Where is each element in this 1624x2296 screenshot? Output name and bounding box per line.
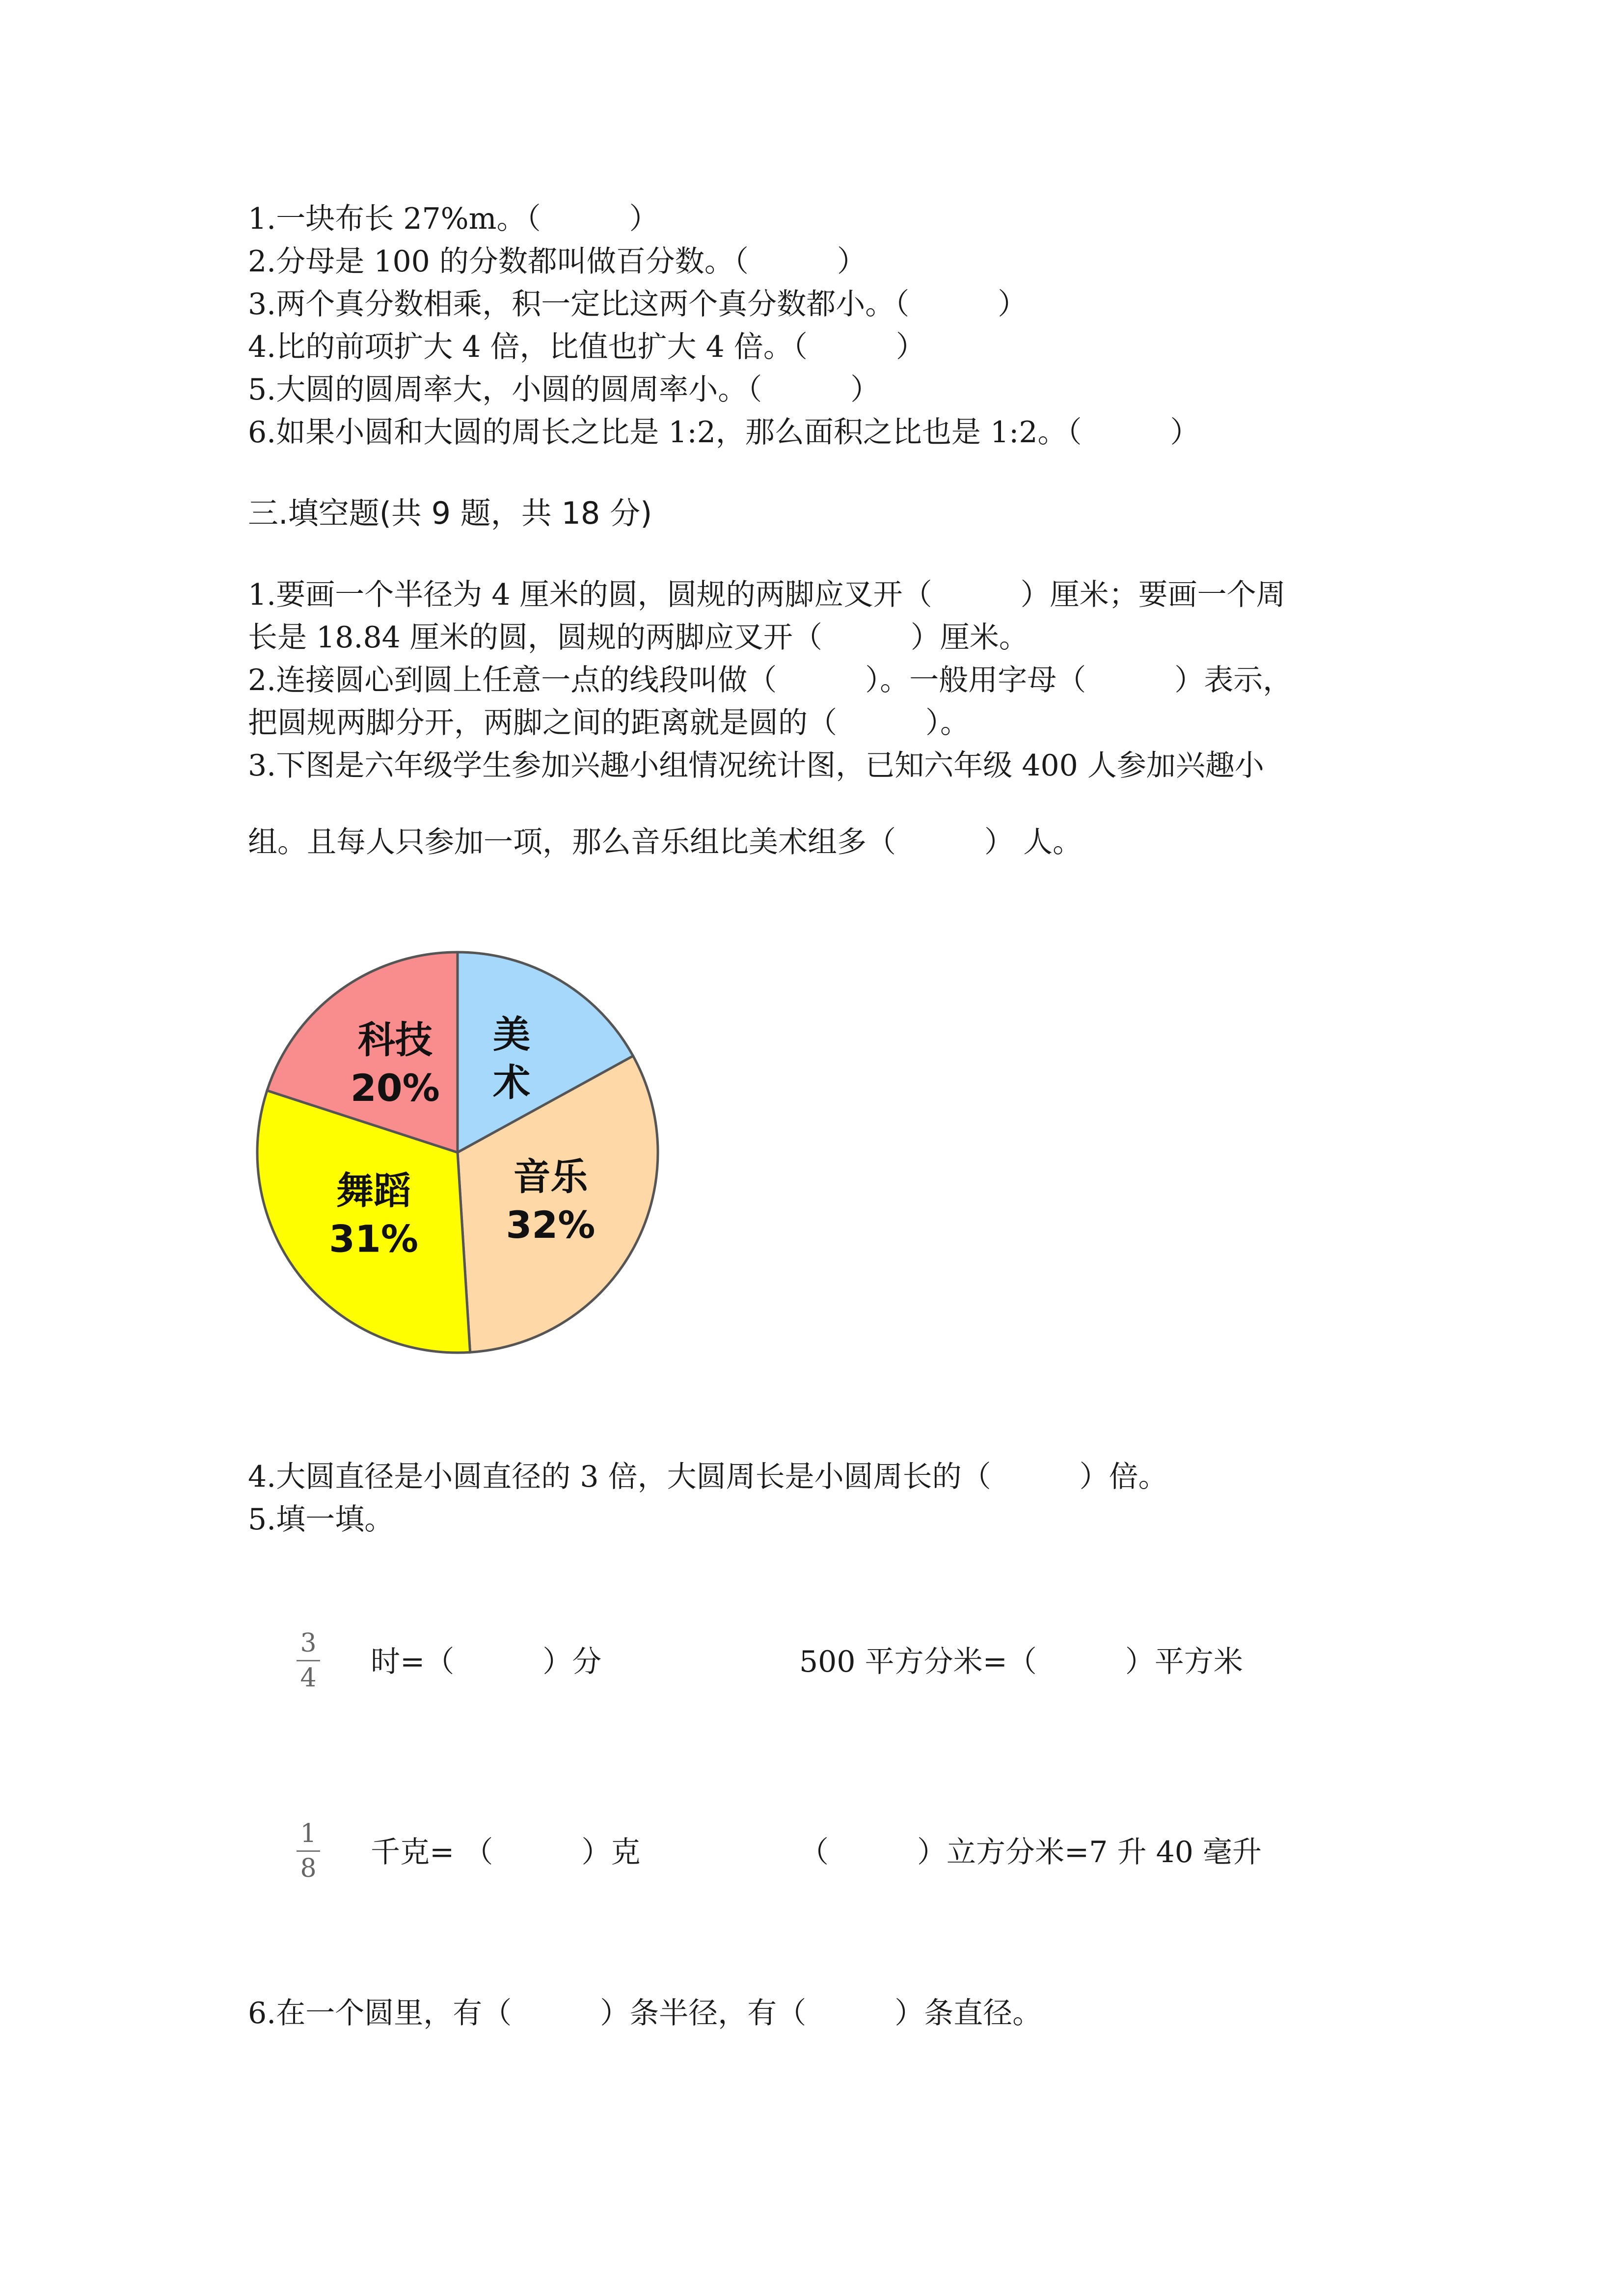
fill-q5-item-a: 时=（ ）分: [371, 1645, 602, 1679]
fill-q1-line2: 长是 18.84 厘米的圆，圆规的两脚应叉开（ ）厘米。: [248, 620, 1029, 655]
fill-q2-line2: 把圆规两脚分开，两脚之间的距离就是圆的（ ）。: [248, 706, 970, 740]
fraction-bar: [297, 1660, 320, 1661]
judge-item-5: 5.大圆的圆周率大，小圆的圆周率小。（ ）: [248, 373, 880, 407]
pie-category-label-4: 科技: [357, 1018, 433, 1062]
fill-q3-line1: 3.下图是六年级学生参加兴趣小组情况统计图，已知六年级 400 人参加兴趣小: [248, 748, 1264, 783]
fill-q5: 5.填一填。: [248, 1502, 394, 1537]
judge-item-3: 3.两个真分数相乘，积一定比这两个真分数都小。（ ）: [248, 287, 1028, 321]
fill-q5-item-b: 500 平方分米=（ ）平方米: [799, 1645, 1243, 1679]
fill-q3-line2: 组。且每人只参加一项，那么音乐组比美术组多（ ） 人。: [248, 825, 1083, 859]
fill-q2-line1: 2.连接圆心到圆上任意一点的线段叫做（ ）。一般用字母（ ）表示，: [248, 663, 1293, 697]
fill-q6: 6.在一个圆里，有（ ）条半径，有（ ）条直径。: [248, 1996, 1042, 2030]
pie-category-label-2: 音乐: [513, 1155, 588, 1199]
fill-q5-item-c: 千克= （ ）克: [371, 1835, 641, 1869]
pie-percent-label-4: 20%: [350, 1066, 440, 1110]
pie-percent-label-2: 32%: [506, 1203, 595, 1247]
fraction-three-quarters: [294, 1629, 323, 1693]
fraction-numerator: 1: [300, 1819, 317, 1848]
fill-q1-line1: 1.要画一个半径为 4 厘米的圆，圆规的两脚应叉开（ ）厘米；要画一个周: [248, 578, 1286, 612]
judge-item-4: 4.比的前项扩大 4 倍，比值也扩大 4 倍。（ ）: [248, 330, 925, 364]
judge-item-6: 6.如果小圆和大圆的周长之比是 1:2，那么面积之比也是 1:2。（ ）: [248, 415, 1200, 450]
fill-q5-item-d: （ ）立方分米=7 升 40 毫升: [799, 1835, 1262, 1869]
pie-category-label-1: 美: [493, 1012, 531, 1056]
fraction-denominator: 4: [300, 1663, 317, 1693]
judge-item-1: 1.一块布长 27%m。（ ）: [248, 202, 659, 236]
fill-q4: 4.大圆直径是小圆直径的 3 倍，大圆周长是小圆周长的（ ）倍。: [248, 1460, 1168, 1494]
fraction-one-eighth: [294, 1819, 323, 1883]
pie-category-label-1: 术: [493, 1060, 531, 1104]
pie-category-label-3: 舞蹈: [336, 1169, 411, 1213]
fraction-bar: [297, 1850, 320, 1852]
fraction-numerator: 3: [300, 1629, 317, 1658]
judge-item-2: 2.分母是 100 的分数都叫做百分数。（ ）: [248, 244, 866, 279]
section-heading: 三.填空题(共 9 题，共 18 分): [248, 495, 652, 531]
interest-group-pie-chart: [245, 942, 677, 1374]
fraction-denominator: 8: [300, 1854, 317, 1883]
pie-percent-label-3: 31%: [329, 1217, 419, 1261]
